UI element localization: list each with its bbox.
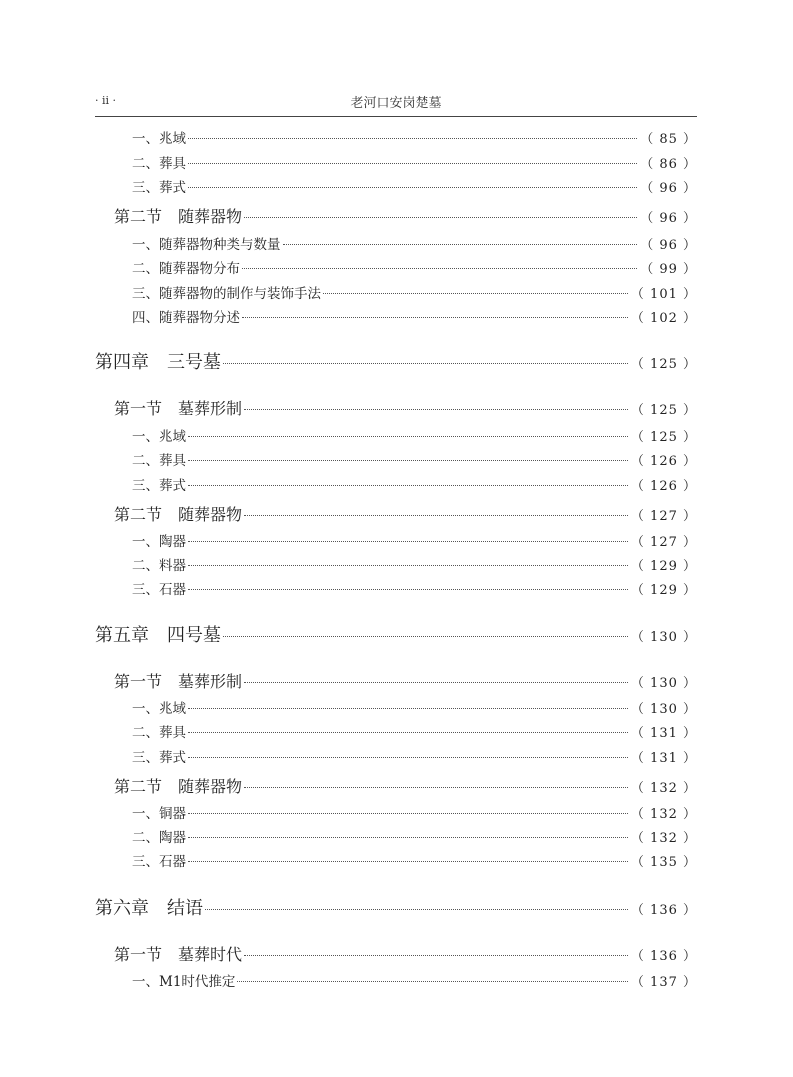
toc-item[interactable] bbox=[132, 234, 697, 256]
toc-label: 第六章 结语 bbox=[95, 898, 203, 919]
toc-item[interactable] bbox=[132, 258, 697, 280]
toc-label: 一、兆域 bbox=[132, 429, 186, 445]
toc-page-number: （ 99 ） bbox=[640, 262, 697, 277]
toc-label: 一、兆域 bbox=[132, 131, 186, 147]
toc-item[interactable] bbox=[132, 851, 697, 873]
toc-label: 一、陶器 bbox=[132, 534, 186, 550]
toc-label: 三、葬式 bbox=[132, 478, 186, 494]
toc-item[interactable] bbox=[132, 153, 697, 175]
toc-label: 三、随葬器物的制作与装饰手法 bbox=[132, 286, 321, 302]
toc-item[interactable] bbox=[132, 579, 697, 601]
dot-leader bbox=[237, 981, 628, 982]
toc-page-number: （ 125 ） bbox=[630, 403, 697, 418]
dot-leader bbox=[188, 708, 628, 709]
toc-item[interactable] bbox=[132, 475, 697, 497]
toc-page-number: （ 85 ） bbox=[640, 132, 697, 147]
dot-leader bbox=[244, 787, 628, 788]
toc-item[interactable] bbox=[132, 971, 697, 993]
toc-page-number: （ 132 ） bbox=[630, 831, 697, 846]
toc-page-number: （ 86 ） bbox=[640, 157, 697, 172]
toc-item[interactable] bbox=[132, 747, 697, 769]
dot-leader bbox=[188, 460, 628, 461]
toc-section[interactable] bbox=[114, 944, 697, 966]
toc-label: 二、陶器 bbox=[132, 830, 186, 846]
toc-label: 一、兆域 bbox=[132, 701, 186, 717]
toc-page-number: （ 130 ） bbox=[630, 630, 697, 645]
dot-leader bbox=[188, 589, 628, 590]
toc-chapter[interactable] bbox=[95, 895, 697, 923]
toc-page-number: （ 129 ） bbox=[630, 559, 697, 574]
dot-leader bbox=[188, 861, 628, 862]
dot-leader bbox=[244, 409, 628, 410]
toc-page-number: （ 101 ） bbox=[630, 287, 697, 302]
toc-page-number: （ 125 ） bbox=[630, 357, 697, 372]
book-title: 老河口安岗楚墓 bbox=[350, 96, 442, 111]
dot-leader bbox=[242, 268, 637, 269]
toc-label: 第四章 三号墓 bbox=[95, 352, 221, 373]
dot-leader bbox=[223, 636, 628, 637]
toc-chapter[interactable] bbox=[95, 349, 697, 377]
toc-label: 三、葬式 bbox=[132, 750, 186, 766]
toc-page-number: （ 135 ） bbox=[630, 855, 697, 870]
toc-label: 一、铜器 bbox=[132, 806, 186, 822]
dot-leader bbox=[244, 515, 628, 516]
toc-page-number: （ 130 ） bbox=[630, 676, 697, 691]
toc-section[interactable] bbox=[114, 206, 697, 228]
toc-label: 一、M1时代推定 bbox=[132, 974, 236, 990]
toc-label: 第一节 墓葬时代 bbox=[114, 945, 243, 964]
toc-page-number: （ 126 ） bbox=[630, 479, 697, 494]
toc-page-number: （ 132 ） bbox=[630, 781, 697, 796]
dot-leader bbox=[188, 485, 628, 486]
dot-leader bbox=[188, 138, 637, 139]
toc-page-number: （ 131 ） bbox=[630, 751, 697, 766]
toc-page-number: （ 96 ） bbox=[640, 211, 697, 226]
toc-item[interactable] bbox=[132, 555, 697, 577]
toc-label: 第一节 墓葬形制 bbox=[114, 399, 243, 418]
toc-item[interactable] bbox=[132, 722, 697, 744]
toc-label: 第二节 随葬器物 bbox=[114, 207, 243, 226]
toc-section[interactable] bbox=[114, 671, 697, 693]
toc-item[interactable] bbox=[132, 307, 697, 329]
dot-leader bbox=[188, 163, 637, 164]
dot-leader bbox=[188, 565, 628, 566]
toc-label: 三、石器 bbox=[132, 582, 186, 598]
toc-page-number: （ 136 ） bbox=[630, 949, 697, 964]
dot-leader bbox=[244, 955, 628, 956]
toc-label: 第二节 随葬器物 bbox=[114, 777, 243, 796]
toc-page-number: （ 132 ） bbox=[630, 807, 697, 822]
page-number: · ii · bbox=[95, 94, 117, 107]
toc-section[interactable] bbox=[114, 398, 697, 420]
dot-leader bbox=[242, 317, 628, 318]
toc-label: 一、随葬器物种类与数量 bbox=[132, 237, 281, 253]
dot-leader bbox=[188, 732, 628, 733]
toc-page-number: （ 130 ） bbox=[630, 702, 697, 717]
toc-label: 第二节 随葬器物 bbox=[114, 505, 243, 524]
toc-label: 三、葬式 bbox=[132, 180, 186, 196]
dot-leader bbox=[244, 682, 628, 683]
toc-label: 第五章 四号墓 bbox=[95, 625, 221, 646]
toc-label: 二、葬具 bbox=[132, 725, 186, 741]
toc-page-number: （ 125 ） bbox=[630, 430, 697, 445]
toc-item[interactable] bbox=[132, 426, 697, 448]
toc-label: 四、随葬器物分述 bbox=[132, 310, 240, 326]
toc-label: 二、随葬器物分布 bbox=[132, 261, 240, 277]
toc-item[interactable] bbox=[132, 827, 697, 849]
toc-page-number: （ 102 ） bbox=[630, 311, 697, 326]
toc-page-number: （ 136 ） bbox=[630, 903, 697, 918]
toc-label: 第一节 墓葬形制 bbox=[114, 672, 243, 691]
dot-leader bbox=[188, 837, 628, 838]
toc-page-number: （ 131 ） bbox=[630, 726, 697, 741]
toc-section[interactable] bbox=[114, 776, 697, 798]
dot-leader bbox=[188, 436, 628, 437]
toc-item[interactable] bbox=[132, 177, 697, 199]
dot-leader bbox=[188, 541, 628, 542]
toc-item[interactable] bbox=[132, 698, 697, 720]
toc-page-number: （ 127 ） bbox=[630, 509, 697, 524]
toc-label: 二、料器 bbox=[132, 558, 186, 574]
toc-label: 三、石器 bbox=[132, 854, 186, 870]
toc-page-number: （ 96 ） bbox=[640, 181, 697, 196]
dot-leader bbox=[188, 757, 628, 758]
dot-leader bbox=[244, 217, 637, 218]
toc-page-number: （ 137 ） bbox=[630, 975, 697, 990]
toc-label: 二、葬具 bbox=[132, 453, 186, 469]
toc-page-number: （ 96 ） bbox=[640, 238, 697, 253]
dot-leader bbox=[205, 909, 628, 910]
dot-leader bbox=[188, 813, 628, 814]
toc-section[interactable] bbox=[114, 504, 697, 526]
toc-item[interactable] bbox=[132, 450, 697, 472]
dot-leader bbox=[283, 244, 638, 245]
dot-leader bbox=[188, 187, 637, 188]
dot-leader bbox=[323, 293, 628, 294]
toc-label: 二、葬具 bbox=[132, 156, 186, 172]
toc-item[interactable] bbox=[132, 128, 697, 150]
toc-page-number: （ 126 ） bbox=[630, 454, 697, 469]
toc-page-number: （ 129 ） bbox=[630, 583, 697, 598]
toc-page-number: （ 127 ） bbox=[630, 535, 697, 550]
toc-item[interactable] bbox=[132, 803, 697, 825]
toc-item[interactable] bbox=[132, 283, 697, 305]
dot-leader bbox=[223, 363, 628, 364]
toc-chapter[interactable] bbox=[95, 622, 697, 650]
toc-item[interactable] bbox=[132, 531, 697, 553]
